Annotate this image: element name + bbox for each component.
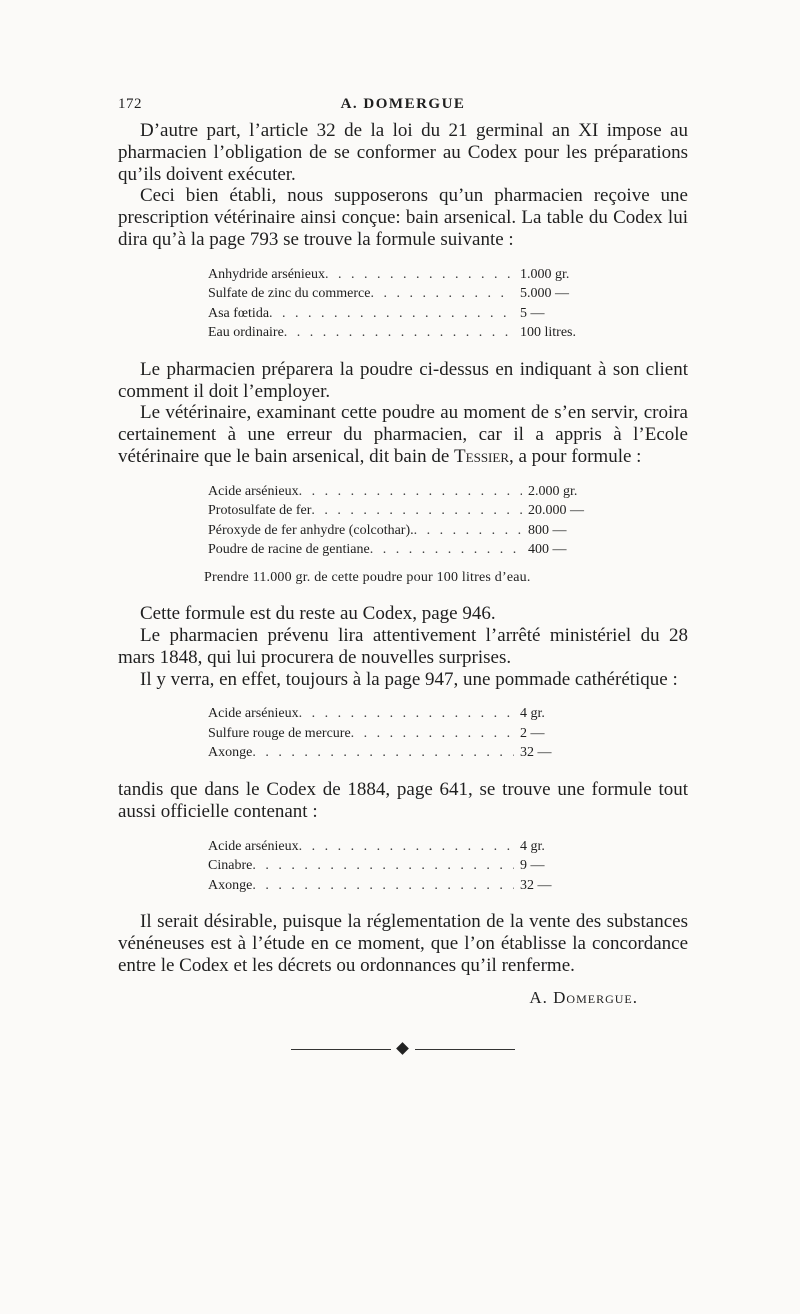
ingredient-quantity: 800 — <box>528 522 567 538</box>
recipe-row <box>208 724 608 744</box>
signature <box>118 988 638 1008</box>
diamond-icon <box>396 1043 409 1056</box>
paragraph-4-text-a: Le vétérinaire, examinant cette poudre au moment de s’en servir, croira certainement à une erreur du pharmacien, car il a appris à l’Ecole vétérinaire que le bain arsenical, dit bain de <box>118 402 688 467</box>
paragraph-8: tandis que dans le Codex de 1884, page 641, se trouve une formule tout aussi officielle contenant : <box>118 778 688 822</box>
ingredient-quantity: 5.000 — <box>520 286 569 302</box>
ingredient-name: Acide arsénieux <box>208 483 299 499</box>
author-name-tessier: Tessier <box>454 445 509 467</box>
recipe-row <box>208 837 608 857</box>
recipe-note: Prendre 11.000 gr. de cette poudre pour 100 litres d’eau. <box>204 569 531 585</box>
recipe-row <box>208 304 608 324</box>
dot-leader <box>269 304 514 324</box>
ingredient-quantity: 1.000 gr. <box>520 266 570 282</box>
signature-initial: A. <box>529 988 554 1008</box>
page <box>118 96 688 1056</box>
ornament-line-left <box>291 1049 391 1050</box>
recipe-row <box>208 540 608 560</box>
dot-leader <box>414 521 522 541</box>
dot-leader <box>299 482 522 502</box>
recipe-row <box>208 743 608 763</box>
ingredient-name: Poudre de racine de gentiane <box>208 542 370 558</box>
recipe-row <box>208 876 608 896</box>
dot-leader <box>370 540 522 560</box>
dot-leader <box>252 743 514 763</box>
ingredient-quantity: 9 — <box>520 858 545 874</box>
signature-name: Domergue. <box>553 988 638 1008</box>
ingredient-quantity: 100 litres. <box>520 325 576 341</box>
recipe-row <box>208 501 608 521</box>
paragraph-1: D’autre part, l’article 32 de la loi du 21 germinal an XI impose au pharmacien l’obligation de se conformer au Codex pour les préparations qu’ils doivent exécuter. <box>118 120 688 185</box>
recipe-row <box>208 482 608 502</box>
ingredient-quantity: 32 — <box>520 877 552 893</box>
ingredient-quantity: 400 — <box>528 542 567 558</box>
paragraph-3: Le pharmacien préparera la poudre ci-dessus en indiquant à son client comment il doit l’employer. <box>118 358 688 402</box>
ingredient-name: Sulfate de zinc du commerce <box>208 286 371 302</box>
ingredient-quantity: 2 — <box>520 725 545 741</box>
ingredient-quantity: 4 gr. <box>520 838 545 854</box>
paragraph-9: Il serait désirable, puisque la réglementation de la vente des substances vénéneuses est à l’étude en ce moment, que l’on établisse la concordance entre le Codex et les décrets ou ordonnances qu’il renferme. <box>118 911 688 976</box>
page-number: 172 <box>118 96 142 112</box>
ingredient-quantity: 2.000 gr. <box>528 483 578 499</box>
ingredient-name: Asa fœtida <box>208 305 270 321</box>
paragraph-7: Il y verra, en effet, toujours à la page 947, une pommade cathérétique : <box>140 668 678 690</box>
ingredient-name: Anhydride arsénieux <box>208 266 326 282</box>
paragraph-5: Cette formule est du reste au Codex, page 946. <box>140 603 496 625</box>
ingredient-name: Protosulfate de fer <box>208 503 312 519</box>
dot-leader <box>299 837 514 857</box>
ingredient-quantity: 4 gr. <box>520 706 545 722</box>
running-title: A. DOMERGUE <box>340 96 466 112</box>
page-header <box>118 96 688 120</box>
ingredient-quantity: 32 — <box>520 745 552 761</box>
dot-leader <box>284 323 514 343</box>
recipe-codex-1884 <box>208 837 608 896</box>
ornament-line-right <box>415 1049 515 1050</box>
dot-leader <box>299 704 514 724</box>
dot-leader <box>351 724 514 744</box>
paragraph-4-text-b: , a pour formule : <box>509 445 642 467</box>
ingredient-name: Péroxyde de fer anhydre (colcothar). <box>208 522 414 538</box>
paragraph-2: Ceci bien établi, nous supposerons qu’un pharmacien reçoive une prescription vétérinaire ainsi conçue: bain arsenical. La table du Codex lui dira qu’à la page 793 se trouve la formule suivante : <box>118 185 688 250</box>
ingredient-name: Axonge <box>208 745 253 761</box>
recipe-row <box>208 284 608 304</box>
ingredient-name: Cinabre <box>208 858 253 874</box>
recipe-bain-arsenical-codex <box>208 265 608 343</box>
ingredient-name: Acide arsénieux <box>208 706 299 722</box>
recipe-row <box>208 265 608 285</box>
paragraph-4 <box>118 402 688 467</box>
recipe-row <box>208 704 608 724</box>
dot-leader <box>311 501 522 521</box>
ingredient-quantity: 20.000 — <box>528 503 584 519</box>
recipe-row <box>208 856 608 876</box>
dot-leader <box>252 876 514 896</box>
dot-leader <box>325 265 514 285</box>
ingredient-name: Axonge <box>208 877 253 893</box>
ingredient-name: Sulfure rouge de mercure <box>208 725 351 741</box>
ingredient-name: Acide arsénieux <box>208 838 299 854</box>
ingredient-name: Eau ordinaire <box>208 325 284 341</box>
recipe-row <box>208 323 608 343</box>
paragraph-6: Le pharmacien prévenu lira attentivement l’arrêté ministériel du 28 mars 1848, qui lui procurera de nouvelles surprises. <box>118 625 688 668</box>
recipe-bain-tessier <box>204 482 608 588</box>
recipe-row <box>208 521 608 541</box>
end-ornament <box>291 1042 515 1056</box>
ingredient-quantity: 5 — <box>520 305 545 321</box>
dot-leader <box>252 856 514 876</box>
dot-leader <box>370 284 514 304</box>
recipe-pommade-catheretique <box>208 704 608 763</box>
